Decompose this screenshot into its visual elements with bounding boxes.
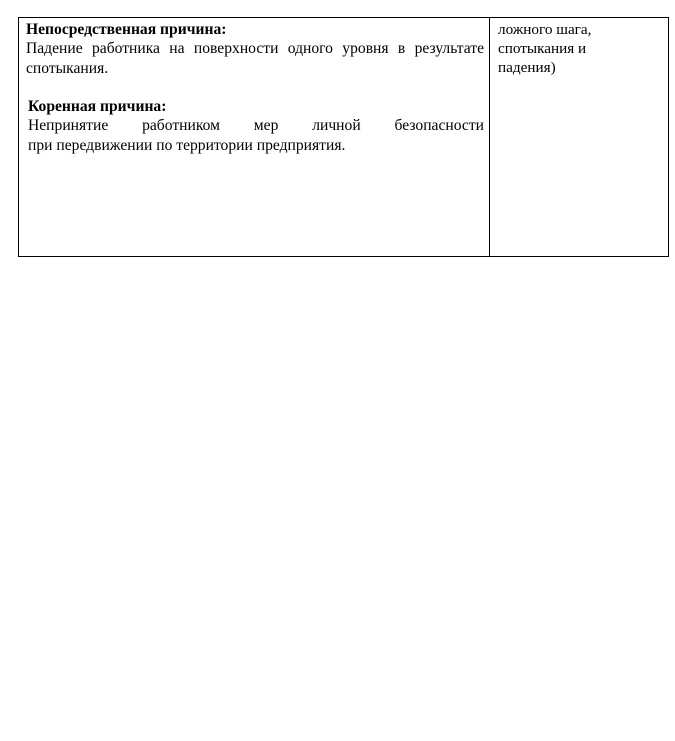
incident-type-line-2: спотыкания и xyxy=(498,40,587,57)
direct-cause-text: Падение работника на поверхности одного уровня в результате спотыкания. xyxy=(26,40,484,77)
root-cause-text-line-1: Непринятие работником мер личной безопасности xyxy=(28,117,484,134)
cause-table xyxy=(18,17,669,257)
root-cause-text-line-2: при передвижении по территории предприятия. xyxy=(28,136,346,154)
root-cause-text xyxy=(26,116,484,155)
incident-type-cell xyxy=(490,18,668,256)
root-cause-heading: Коренная причина: xyxy=(28,98,167,115)
cause-description-cell xyxy=(19,18,490,256)
incident-type-line-1: ложного шага, xyxy=(498,21,592,38)
incident-type-line-3: падения) xyxy=(498,59,556,76)
direct-cause-heading: Непосредственная причина: xyxy=(26,21,227,38)
